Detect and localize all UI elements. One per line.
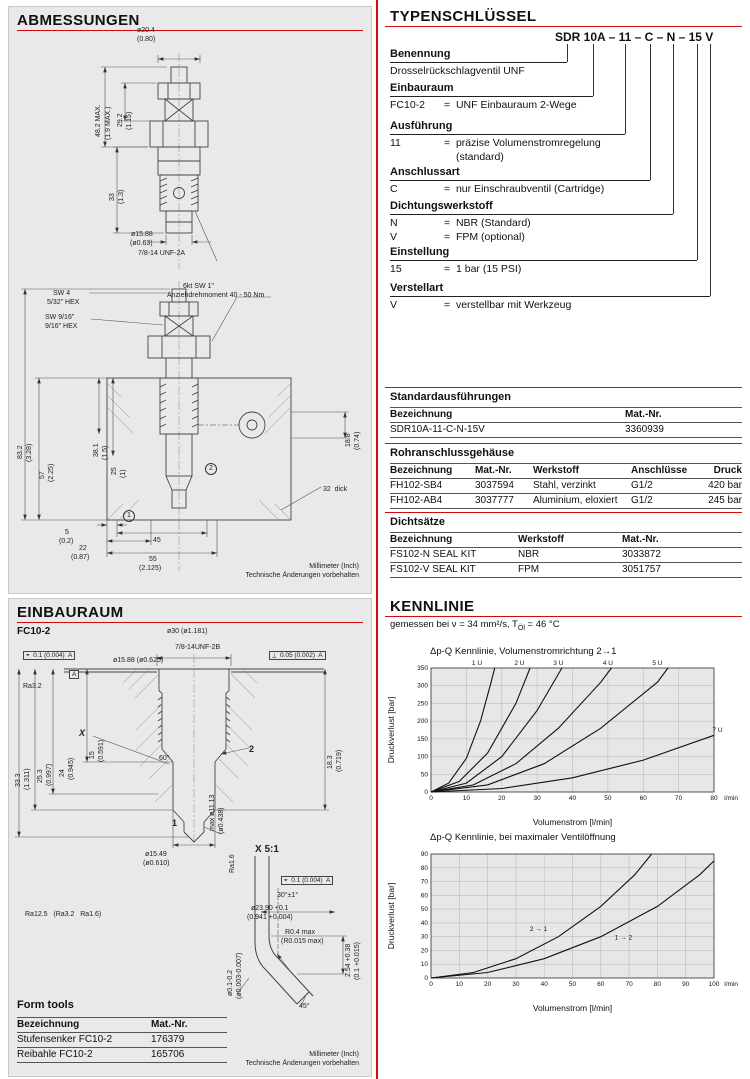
type-key-value: (standard)	[456, 151, 504, 163]
column-header: Druck	[713, 465, 742, 476]
svg-text:50: 50	[568, 981, 577, 988]
column-header: Bezeichnung	[390, 465, 453, 476]
svg-text:250: 250	[417, 700, 428, 708]
cell: FS102-V SEAL KIT	[390, 564, 476, 575]
dim-label: (2.25)	[48, 463, 55, 482]
dim-label: SW 9/16"	[45, 314, 75, 321]
table-row	[17, 1033, 227, 1048]
type-key-connector-line	[567, 44, 568, 62]
dicht-table	[390, 532, 742, 578]
type-key-code: V	[390, 299, 398, 311]
chart1-title: Δp-Q Kennlinie, Volumenstromrichtung 2→1	[430, 646, 617, 657]
cell: FS102-N SEAL KIT	[390, 549, 477, 560]
right-column	[385, 6, 742, 1073]
dim-label: A	[69, 670, 79, 679]
red-rule	[385, 616, 742, 617]
abmessungen-labels	[9, 7, 371, 593]
dim-label: 2	[205, 463, 217, 475]
type-key-code: C	[390, 183, 398, 195]
dim-label: 45°	[299, 1003, 310, 1010]
svg-text:10: 10	[420, 961, 428, 969]
dim-label: ⌖ 0.1 (0.004) A	[23, 651, 75, 660]
svg-text:Volumenstrom [l/min]: Volumenstrom [l/min]	[532, 1003, 613, 1013]
svg-text:1 U: 1 U	[471, 660, 483, 668]
type-key-connector-line	[593, 44, 594, 96]
svg-text:Druckverlust [bar]: Druckverlust [bar]	[386, 882, 396, 950]
measurement-conditions	[390, 619, 560, 632]
dim-label: SW 4	[53, 290, 71, 297]
svg-text:l/min: l/min	[724, 981, 738, 988]
type-key-connector-line	[710, 44, 711, 296]
svg-text:30: 30	[533, 795, 541, 802]
type-key-connector-line	[625, 44, 626, 134]
dim-label: 33.3	[15, 773, 22, 787]
svg-text:60: 60	[420, 892, 428, 900]
dim-label: (0.1 +0.015)	[354, 942, 361, 980]
svg-text:200: 200	[417, 718, 428, 726]
dim-label: (1.15)	[126, 111, 133, 130]
formtools-table	[17, 1017, 227, 1063]
type-key-section	[390, 48, 567, 77]
type-key-heading: Anschlussart	[390, 166, 650, 181]
svg-text:40: 40	[568, 795, 577, 802]
chart2-title: Δp-Q Kennlinie, bei maximaler Ventilöffnung	[430, 832, 616, 843]
dim-label: 25.3	[37, 769, 44, 783]
changes-footnote: Technische Änderungen vorbehalten	[245, 572, 359, 579]
section-einbauraum	[8, 598, 372, 1077]
column-divider	[376, 0, 378, 1079]
type-key-heading: Einstellung	[390, 246, 697, 261]
table-row	[390, 423, 742, 438]
dim-label: 15	[89, 751, 96, 759]
formtools-title: Form tools	[17, 999, 74, 1011]
dim-label: (ø0.003-0.007)	[236, 952, 243, 999]
gehaeuse-table-title: Rohranschlussgehäuse	[390, 447, 515, 459]
dim-label: (0.74)	[354, 431, 361, 450]
type-key-section	[390, 82, 593, 111]
type-key-code: 15	[390, 263, 402, 275]
dim-label: 38.1	[93, 443, 100, 457]
dim-label: (1)	[120, 469, 127, 478]
type-key-code: V	[390, 231, 398, 243]
dim-label: ø0.1-0.2	[227, 969, 234, 996]
svg-text:350: 350	[417, 665, 428, 672]
type-key-value: = FPM (optional)	[444, 231, 525, 243]
units-footnote: Millimeter (Inch)	[309, 1051, 359, 1058]
dim-label: 6kt SW 1"	[183, 283, 214, 290]
svg-text:80: 80	[653, 981, 662, 988]
svg-text:50: 50	[420, 771, 428, 779]
standard-table	[390, 407, 742, 438]
dim-label: 2	[249, 744, 255, 754]
svg-text:80: 80	[420, 864, 428, 872]
type-code: SDR 10A – 11 – C – N – 15 V	[555, 30, 714, 44]
svg-text:7 U: 7 U	[712, 726, 723, 734]
type-key-value: = präzise Volumenstromregelung	[444, 137, 601, 149]
dim-label: Ra3.2	[23, 683, 42, 690]
table-row	[390, 563, 742, 578]
type-key-value: = 1 bar (15 PSI)	[444, 263, 522, 275]
typenschluessel-title: TYPENSCHLÜSSEL	[390, 8, 537, 25]
dim-label: (ø0.610)	[143, 860, 170, 867]
column-header: Bezeichnung	[390, 534, 453, 545]
dim-label: (1.311)	[24, 768, 31, 790]
dim-label: R0.4 max	[285, 929, 315, 936]
column-header: Anschlüsse	[631, 465, 688, 476]
type-key-connector-line	[697, 44, 698, 260]
cell: 3051757	[622, 564, 661, 575]
type-key-value: Drosselrückschlagventil UNF	[390, 65, 525, 77]
dim-label: Anziehdrehmoment 40 - 50 Nm	[167, 292, 265, 299]
svg-text:150: 150	[417, 735, 428, 743]
cell: 3037594	[475, 480, 514, 491]
dim-label: 7/8-14UNF-2B	[175, 644, 221, 651]
column-header: Mat.-Nr.	[625, 409, 662, 420]
dim-label: (1.9 MAX.)	[105, 106, 112, 140]
dim-label: (0.945)	[68, 757, 75, 780]
svg-text:10: 10	[462, 795, 470, 802]
column-header: Bezeichnung	[390, 409, 453, 420]
dim-label: 5	[65, 529, 69, 536]
type-key-code: FC10-2	[390, 99, 426, 111]
dim-label: 29.2	[117, 113, 124, 127]
cell: 245 bar	[708, 495, 742, 506]
conditions-subscript: Öl	[517, 624, 525, 632]
dim-label: (0.997)	[46, 763, 53, 786]
dim-label: X 5:1	[255, 844, 279, 855]
svg-text:20: 20	[483, 981, 492, 988]
cell: 3360939	[625, 424, 664, 435]
dim-label: (3.28)	[26, 443, 33, 462]
cavity-code: FC10-2	[17, 626, 51, 637]
cell: G1/2	[631, 495, 653, 506]
svg-text:20: 20	[420, 947, 428, 955]
svg-text:70: 70	[420, 878, 428, 886]
type-key-heading: Einbauraum	[390, 82, 593, 97]
dim-label: (2.125)	[139, 565, 162, 572]
svg-text:70: 70	[675, 795, 683, 802]
svg-text:3 U: 3 U	[553, 660, 564, 668]
table-header-row	[390, 532, 742, 548]
conditions-text: gemessen bei ν = 34 mm²/s, T	[390, 619, 518, 630]
dim-label: 7/8-14 UNF-2A	[138, 250, 186, 257]
dim-label: (R0.015 max)	[281, 938, 324, 945]
type-key-heading: Ausführung	[390, 120, 625, 135]
type-key-connector-line	[673, 44, 674, 214]
svg-text:Volumenstrom [l/min]: Volumenstrom [l/min]	[532, 817, 613, 827]
section-abmessungen	[8, 6, 372, 594]
standard-table-title: Standardausführungen	[390, 391, 512, 403]
dim-label: (0.80)	[137, 36, 156, 43]
column-header: Mat.-Nr.	[622, 534, 659, 545]
dim-label: (0.2)	[59, 538, 74, 545]
dim-label: 33	[109, 193, 116, 201]
kennlinie-title: KENNLINIE	[390, 598, 475, 615]
type-key-value: = nur Einschraubventil (Cartridge)	[444, 183, 605, 195]
column-header: Mat.-Nr.	[475, 465, 512, 476]
dim-label: ⌖ 0.1 (0.004) A	[281, 876, 333, 885]
gehaeuse-table	[390, 463, 742, 509]
type-key-value: = verstellbar mit Werkzeug	[444, 299, 572, 311]
svg-text:50: 50	[604, 795, 612, 802]
svg-text:5 U: 5 U	[652, 660, 663, 668]
pressure-drop-chart-direction-2-1	[385, 660, 740, 828]
red-rule	[385, 512, 742, 513]
dim-label: (1.5)	[102, 445, 109, 460]
dim-label: max ø11.13	[209, 794, 216, 831]
dim-label: 18.8	[345, 433, 352, 447]
dim-label: 25	[111, 467, 118, 475]
dim-label: 83.2	[17, 445, 24, 459]
table-row	[390, 494, 742, 509]
cell: SDR10A-11-C-N-15V	[390, 424, 485, 435]
cell: FPM	[518, 564, 540, 575]
conditions-text: = 46 °C	[524, 619, 560, 630]
column-header: Bezeichnung	[17, 1019, 80, 1030]
table-row	[17, 1048, 227, 1063]
dim-label: (ø0.63)	[130, 240, 153, 247]
cell: Aluminium, eloxiert	[533, 495, 618, 506]
svg-text:1 → 2: 1 → 2	[614, 934, 633, 942]
type-key-connector-line	[650, 44, 651, 180]
svg-text:0: 0	[424, 975, 428, 982]
cell: Reibahle FC10-2	[17, 1049, 93, 1060]
svg-text:80: 80	[710, 795, 718, 802]
svg-text:10: 10	[455, 981, 463, 988]
cell: 420 bar	[708, 480, 742, 491]
dim-label: 32 dick	[323, 486, 348, 493]
svg-text:30: 30	[420, 933, 428, 941]
einbauraum-title: EINBAURAUM	[17, 604, 124, 621]
pressure-drop-chart-max-opening	[385, 846, 740, 1014]
dim-label: ø15.88	[131, 231, 153, 238]
cell: 3033872	[622, 549, 661, 560]
cell: G1/2	[631, 480, 653, 491]
cell: 3037777	[475, 495, 514, 506]
cell: 176379	[151, 1034, 185, 1045]
svg-text:30: 30	[512, 981, 520, 988]
svg-text:50: 50	[420, 906, 428, 914]
dim-label: 48.2 MAX.	[95, 104, 102, 137]
dim-label: X	[79, 728, 86, 738]
svg-text:60: 60	[639, 795, 647, 802]
column-header: Mat.-Nr.	[151, 1019, 188, 1030]
type-key-code: 11	[390, 137, 401, 149]
dicht-table-title: Dichtsätze	[390, 516, 446, 528]
dim-label: 18.3	[327, 755, 334, 769]
units-footnote: Millimeter (Inch)	[309, 563, 359, 570]
column-header: Werkstoff	[533, 465, 579, 476]
svg-text:90: 90	[682, 981, 690, 988]
table-header-row	[390, 463, 742, 479]
svg-text:0: 0	[429, 981, 433, 988]
dim-label: (0.719)	[336, 749, 343, 772]
dim-label: Ra12.5 (Ra3.2 Ra1.6)	[25, 911, 102, 918]
cell: 165706	[151, 1049, 185, 1060]
svg-text:0: 0	[429, 795, 433, 802]
table-header-row	[17, 1017, 227, 1033]
svg-text:2 → 1: 2 → 1	[529, 926, 548, 934]
svg-text:70: 70	[625, 981, 633, 988]
type-key-value: = UNF Einbauraum 2-Wege	[444, 99, 577, 111]
table-header-row	[390, 407, 742, 423]
dim-label: (0.591)	[98, 739, 105, 762]
dim-label: 1	[172, 818, 178, 828]
svg-text:40: 40	[420, 919, 428, 927]
svg-text:300: 300	[417, 682, 428, 690]
dim-label: 2.54 +0.38	[345, 943, 352, 977]
dim-label: 24	[59, 769, 66, 777]
dim-label: (1.3)	[118, 189, 125, 204]
type-key-section	[390, 166, 650, 195]
svg-text:100: 100	[417, 753, 428, 761]
type-key-section	[390, 282, 710, 311]
svg-text:2 U: 2 U	[514, 660, 525, 668]
type-key-heading: Verstellart	[390, 282, 710, 297]
dim-label: ø23.90 +0.1	[251, 905, 289, 912]
cell: FH102-AB4	[390, 495, 443, 506]
red-rule	[385, 443, 742, 444]
dim-label: (0.941 +0.004)	[247, 914, 293, 921]
column-header: Werkstoff	[518, 534, 564, 545]
dim-label: 22	[79, 545, 87, 552]
dim-label: ø15.88 (ø0.625)	[113, 657, 164, 664]
type-key-code: N	[390, 217, 398, 229]
svg-text:60: 60	[597, 981, 605, 988]
cell: FH102-SB4	[390, 480, 443, 491]
dim-label: 5/32" HEX	[47, 299, 80, 306]
svg-text:l/min: l/min	[724, 795, 738, 802]
svg-text:90: 90	[420, 851, 428, 858]
red-rule	[385, 26, 742, 27]
svg-text:100: 100	[708, 981, 720, 988]
dim-label: 45	[153, 537, 161, 544]
dim-label: ø15.49	[145, 851, 167, 858]
dim-label: 30°±1°	[277, 892, 299, 899]
type-key-heading: Benennung	[390, 48, 567, 63]
dim-label: ø30 (ø1.181)	[167, 628, 208, 635]
svg-text:40: 40	[540, 981, 548, 988]
dim-label: (0.87)	[71, 554, 90, 561]
svg-text:20: 20	[498, 795, 506, 802]
dim-label: 9/16" HEX	[45, 323, 78, 330]
dim-label: Ra1.6	[229, 854, 236, 873]
type-key-heading: Dichtungswerkstoff	[390, 200, 673, 215]
dim-label: (ø0.438)	[218, 807, 225, 834]
table-row	[390, 479, 742, 494]
svg-text:Druckverlust [bar]: Druckverlust [bar]	[386, 696, 396, 764]
svg-text:0: 0	[424, 789, 428, 796]
dim-label: 55	[149, 556, 157, 563]
type-key-section	[390, 120, 625, 163]
changes-footnote: Technische Änderungen vorbehalten	[245, 1060, 359, 1067]
type-key-section	[390, 246, 697, 275]
table-row	[390, 548, 742, 563]
dim-label: 57	[39, 471, 46, 479]
dim-label: ⟂ 0.05 (0.002) A	[269, 651, 326, 660]
type-key-section	[390, 200, 673, 243]
cell: Stahl, verzinkt	[533, 480, 596, 491]
svg-text:4 U: 4 U	[602, 660, 613, 668]
abmessungen-title: ABMESSUNGEN	[17, 12, 140, 29]
cell: Stufensenker FC10-2	[17, 1034, 113, 1045]
dim-label: 1	[123, 510, 135, 522]
dim-label: 60°	[159, 755, 170, 762]
dim-label: ø20.4	[137, 27, 155, 34]
type-key-value: = NBR (Standard)	[444, 217, 531, 229]
cell: NBR	[518, 549, 540, 560]
red-rule	[385, 387, 742, 388]
